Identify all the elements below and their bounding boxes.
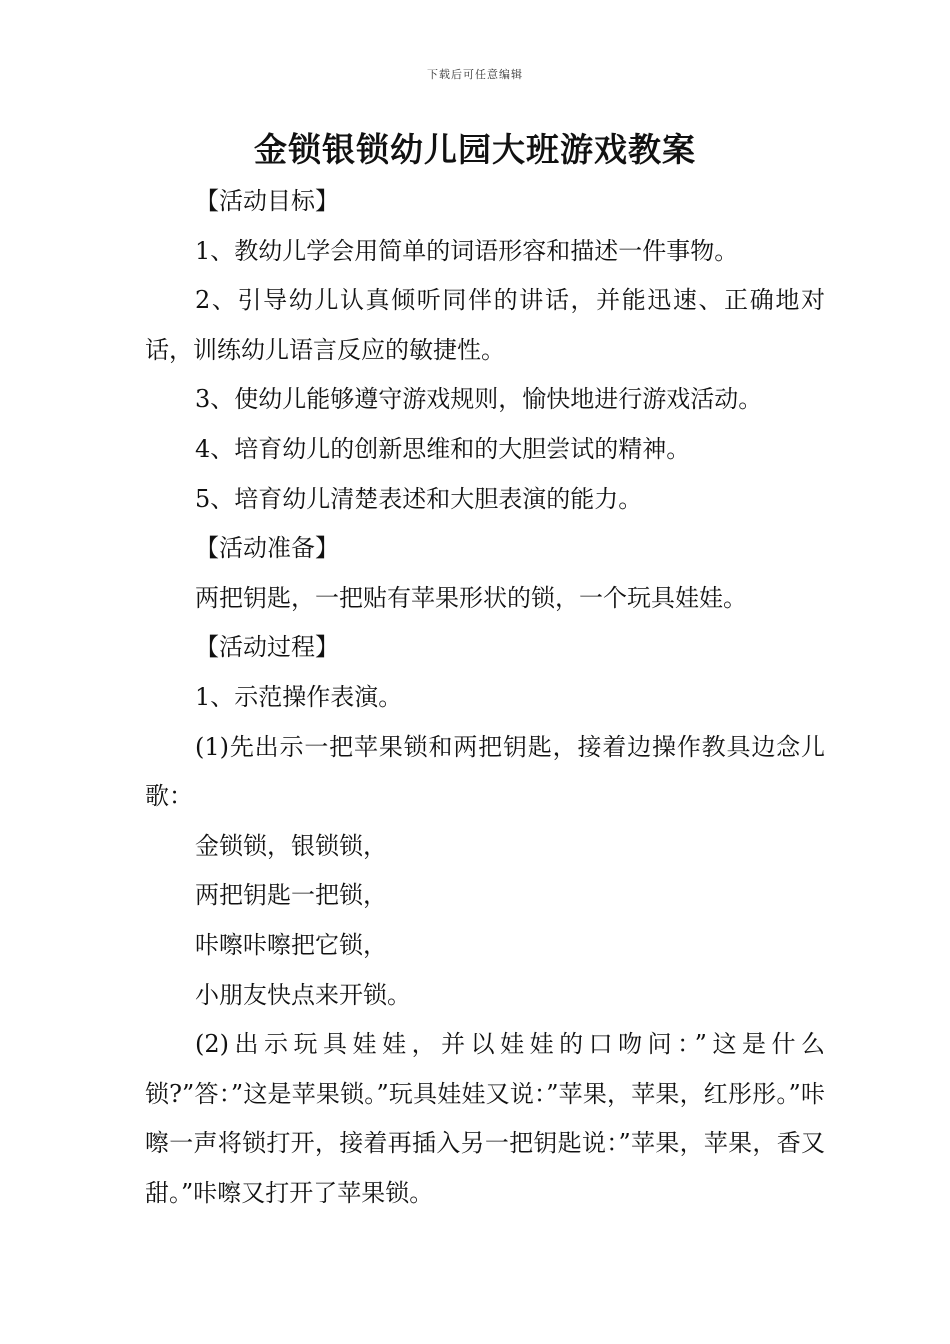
rhyme-line-2: 两把钥匙一把锁， — [195, 881, 387, 910]
document-title: 金锁银锁幼儿园大班游戏教案 — [254, 130, 696, 169]
goal-item-1: 1、教幼儿学会用简单的词语形容和描述一件事物。 — [195, 236, 739, 265]
rhyme-line-1: 金锁锁，银锁锁， — [195, 831, 387, 860]
preparation-text: 两把钥匙，一把贴有苹果形状的锁，一个玩具娃娃。 — [195, 583, 747, 612]
process-step-1: 1、示范操作表演。 — [195, 682, 403, 711]
rhyme-line-4: 小朋友快点来开锁。 — [195, 980, 411, 1009]
section-heading-process: 【活动过程】 — [195, 633, 339, 662]
process-step-1-sub-2: (2)出示玩具娃娃，并以娃娃的口吻问：”这是什么锁?”答：”这是苹果锁。”玩具娃娃又说：”苹果，苹果，红彤彤。”咔嚓一声将锁打开，接着再插入另一把钥匙说：”苹果，苹果，香又甜。”咔嚓又打开了苹果锁。 — [145, 1030, 825, 1207]
goal-item-5: 5、培育幼儿清楚表述和大胆表演的能力。 — [195, 484, 643, 513]
document-body — [145, 177, 825, 1218]
goal-item-2: 2、引导幼儿认真倾听同伴的讲话，并能迅速、正确地对话，训练幼儿语言反应的敏捷性。 — [145, 286, 825, 364]
section-heading-preparation: 【活动准备】 — [195, 534, 339, 563]
goal-item-3: 3、使幼儿能够遵守游戏规则，愉快地进行游戏活动。 — [195, 385, 763, 414]
rhyme-line-3: 咔嚓咔嚓把它锁， — [195, 930, 387, 959]
section-heading-goals: 【活动目标】 — [195, 187, 339, 215]
process-step-1-sub-1: (1)先出示一把苹果锁和两把钥匙，接着边操作教具边念儿歌： — [145, 732, 825, 811]
goal-item-4: 4、培育幼儿的创新思维和的大胆尝试的精神。 — [195, 434, 691, 463]
header-note: 下载后可任意编辑 — [427, 68, 523, 81]
